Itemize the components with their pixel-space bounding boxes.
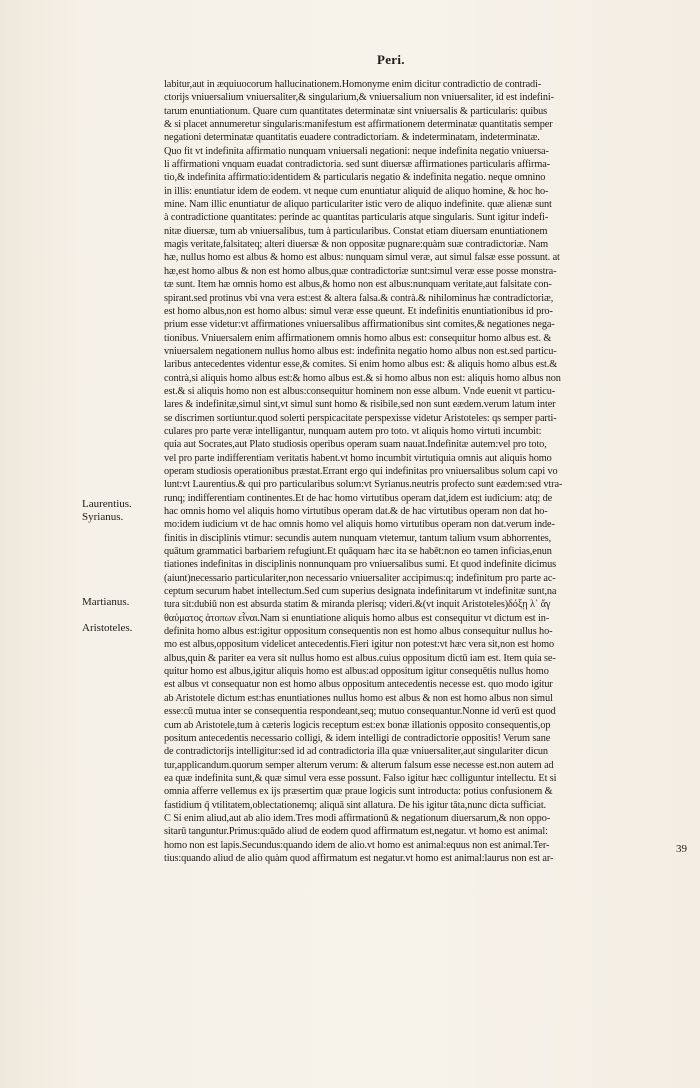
text-line: lares & indefinitæ,simul sint,vt simul sunt homo & risibile,sed non sunt eædem.verum latum inter [164,399,556,411]
text-line: definita homo albus est:igitur oppositum consequentis non est homo albus consequitur nullus ho- [164,626,553,638]
text-line: tio,& indefinita affirmatio:identidem & particularis negatio & indefinita negatio. neque omnino [164,172,546,184]
margin-note-syrianus: Syrianus. [82,511,124,523]
text-line: est homo albus,non est homo albus: simul veræ esse queunt. Et indefinitis enuntiationibus id pro- [164,305,553,317]
text-line: ctorijs vniuersalium vniuersaliter,& singularium,& vniuersalium non vniuersaliter, id est indefini- [164,92,554,104]
text-line: (aiunt)necessario particulariter,non necessario vniuersaliter accipimus:q; indefinitum pro parte ac- [164,572,556,584]
text-line: Quo fit vt indefinita affirmatio nunquam vniuersali negationi: neque indefinita negatio vniuersa- [164,145,549,157]
text-line: hæ,est homo albus & non est homo albus,quæ contradictoriæ sunt:simul veræ esse posse monstra- [164,265,557,277]
text-line: quitur homo est albus,igitur aliquis homo est albus:ad oppositum igitur consequētis nullus homo [164,666,549,678]
text-line: tæ sunt. Item hæ omnis homo est albus,& homo non est albus:nunquam veritate,aut falsitate con- [164,279,552,291]
text-line: nitæ diuersæ, tum ab vniuersalibus, tum à particularibus. Constat etiam diuersam enuntiationem [164,225,548,237]
folio-number: 39 [676,843,687,855]
text-line: quia aut Socrates,aut Plato studiosis operibus operam suam nauat.Indefinitæ autem:vel pro toto, [164,439,547,451]
body-text [164,78,670,865]
text-line: homo non est lapis.Secundus:quando idem de alio.vt homo est animal:equus non est animal.Ter- [164,839,550,851]
text-line: mo est albus,oppositum videlicet antecedentis.Fieri igitur non potest:vt hæc vera sit,non est homo [164,639,555,651]
text-line: magis veritate,falsitateq; alteri diuersæ & non oppositæ pugnare:quàm suæ contradictoriæ. Nam [164,239,549,251]
text-line: & si placet annumeretur singularis:manifestum est affirmationem determinatæ quantitatis semper [164,119,553,131]
text-line: à contradictione quantitates: perinde ac quantitas particularis atque singularis. Sunt igitur indefi- [164,212,549,224]
text-line: li affirmationi vnquam euadat contradictoria. sed sunt diuersæ affirmationes particularis affirma- [164,159,550,171]
text-line: culares pro parte veræ intelligantur, nunquam autem pro toto. vt aliquis homo virtuti incumbit: [164,425,542,437]
text-line: mine. Nam illic enuntiatur de aliquo particulariter istic vero de aliquo indefinite. quæ alienæ sunt [164,199,552,211]
text-line: in illis: enuntiatur idem de eodem. vt neque cum enuntiatur aliquid de aliquo homine, & hoc ho- [164,185,549,197]
text-line: spirant.sed protinus vbi vna vera est:est & altera falsa.& contrà.& nihilominus hæ contradictoriæ, [164,292,554,304]
text-line: tura sit:dubiū non est absurda statim & miranda plerisq; videri.&(vt inquit Aristoteles)δόξῃ λ᾽ ἄγ [164,599,551,611]
text-line: ab Aristotele dictum est:has enuntiationes nullus homo est albus & non est homo albus non simul [164,692,553,704]
text-line: hac omnis homo vel aliquis homo virtutibus operam dat.& de hac virtutibus operam non dat ho- [164,506,548,517]
text-line: de contradictorijs intelligitur:sed id ad contradictoria illa quæ vniuersaliter,aut singulariter dicun [164,746,548,758]
text-line: est albus vt consequatur non est homo albus oppositum antecedentis necesse est. quo modo igitur [164,679,553,691]
text-line: operam studiosis operationibus præstat.Errant ergo qui indefinitas pro vniuersalibus solum capi vo [164,465,558,477]
text-line: laribus antecedentes videntur esse,& comites. Si enim homo albus est: & aliquis homo albus est.& [164,359,558,371]
text-line: mo:idem iudicium vt de hac omnis homo vel aliquis homo virtutibus operam non dat.verum inde- [164,519,555,531]
text-line: runq; indifferentiam continentes.Et de hac homo virtutibus operam dat,idem est iudicium: atq; de [164,492,553,504]
text-line: finitis in disciplinis vtimur: secundis autem nunquam vtetemur, tantum talium vsum abhorrentes, [164,532,552,544]
text-line: tionibus. Vniuersalem enim affirmationem omnis homo albus est: consequitur homo albus est. & [164,332,552,344]
text-line: lunt:vt Laurentius.& qui pro particularibus solum:vt Syrianus.neutris profecto sunt eædem:sed vtra- [164,479,563,491]
text-line: ceptum securum habet intellectum.Sed cum superius designata indefinitarum vt indefinitæ sunt,na [164,586,557,598]
text-line: tarum enuntiationum. Quare cum quantitates determinatæ sint vniuersalis & particularis: quibus [164,105,548,117]
text-line: omnia afferre vellemus ex ijs præsertim quæ praue logicis sunt introducta: potius confusionem & [164,786,553,798]
margin-note-martianus: Martianus. [82,596,130,608]
text-line: cum ab Aristotele,tum à cæteris logicis receptum est:ex bonæ illationis opposito consequentis,op [164,719,551,731]
text-line: contrà,si aliquis homo albus est:& homo albus est.& si homo albus non est: aliquis homo albus non [164,372,561,384]
text-line: hæ, nullus homo est albus & homo est albus: nunquam simul veræ, aut simul falsæ esse possunt. at [164,252,560,264]
text-line: albus,quin & pariter ea vera sit nullus homo est albus.cuius oppositum dictū iam est. Item quia se- [164,652,556,664]
text-line: vniuersalem negationem nullus homo albus est: indefinita negatio homo albus non est.sed particu- [164,345,557,357]
text-line: quātum grammatici barbariem refugiunt.Et quāquam hæc ita se habēt:non eo tamen inficias,enun [164,546,552,558]
text-line: tur,applicandum.quorum semper alterum verum: & alterum falsum esse necesse est.non autem ad [164,759,554,771]
text-line: tiationes indefinitas in disciplinis nonnunquam pro vniuersalibus sumi. Et quod indefinite dicimus [164,559,557,571]
text-line: est.& si aliquis homo non est albus:consequitur hominem non esse album. Vnde euenit vt particu- [164,385,556,397]
text-line: θαύματος ἀτοπων εἶναι.Nam si enuntiatione aliquis homo albus est consequitur vt dictum est in- [164,612,550,624]
margin-note-aristoteles: Aristoteles. [82,622,133,634]
text-line: ea quæ indefinita sunt,& quæ simul vera esse possunt. Falso igitur hæc colliguntur intellectu. Et si [164,772,557,784]
text-line: prium esse videtur:vt affirmationes vniuersalibus affirmationibus sint comites,& negationes nega- [164,319,555,331]
text-line: vel pro parte indifferentiam veritatis habent.vt homo incumbit virtutiquia omnis aut aliquis homo [164,452,552,464]
running-head: Peri. [377,52,405,67]
text-line: sitarū tanguntur.Primus:quādo aliud de eodem quod affirmatum est,negatur. vt homo est animal: [164,826,548,838]
text-line: fastidium q̄ vtilitatem,oblectationemq; aliquā sint allatura. De his igitur tāta,nunc dicta sufficiat. [164,799,547,811]
margin-note-laurentius: Laurentius. [82,498,132,510]
text-line: tius:quando aliud de alio quàm quod affirmatum est negatur.vt homo est animal:laurus non est ar- [164,852,554,864]
text-line: C Si enim aliud,aut ab alio idem.Tres modi affirmationū & negationum diuersarum,& non oppo- [164,812,551,824]
text-line: se discrimen sortiuntur.quod solerti perspicacitate perspexisse videtur Aristoteles: qs semper parti- [164,412,557,424]
text-line: positum antecedentis necessario colligi, & idem intelligi de contradictorie oppositis! Verum sane [164,732,551,744]
text-line: labitur,aut in æquiuocorum hallucinationem.Homonyme enim dicitur contradictio de contradi- [164,79,542,90]
text-line: esse:cū mutua inter se consequentia respondeant,seq; mutuo consequantur.Nonne id verū est quod [164,706,556,718]
text-line: negationi determinatæ quantitatis euadere contradictoriam. & indeterminatam, indeterminatæ. [164,132,540,144]
